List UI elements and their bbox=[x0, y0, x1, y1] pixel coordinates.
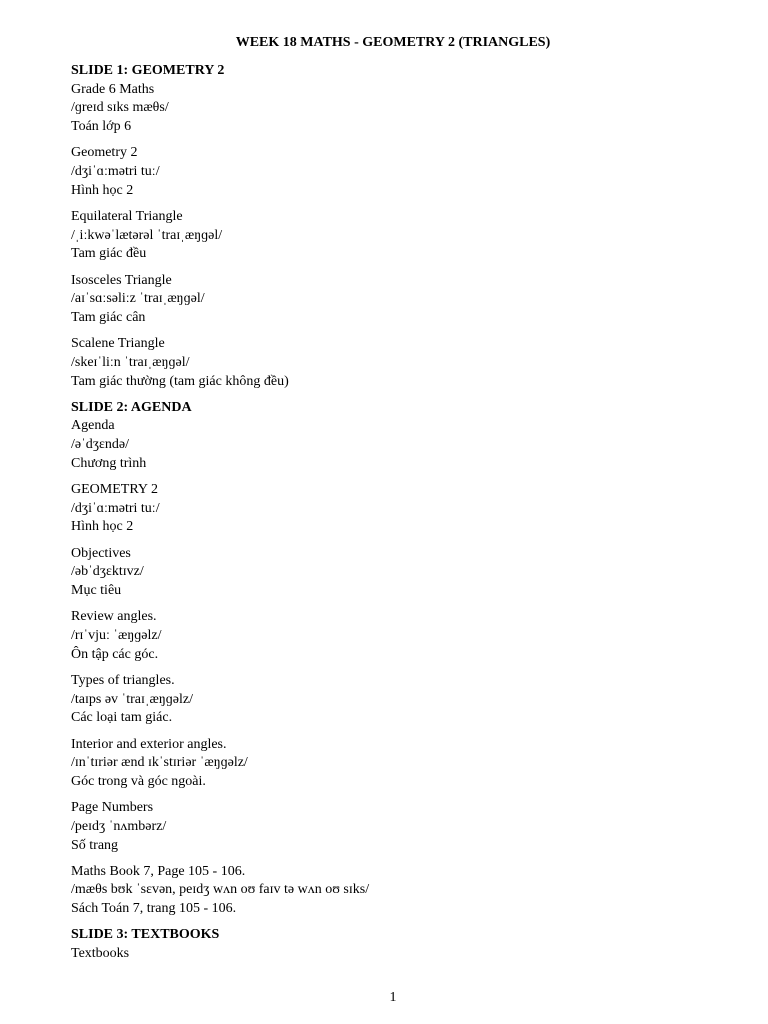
entry-translation: Tam giác thường (tam giác không đều) bbox=[71, 373, 289, 389]
entry-translation: Mục tiêu bbox=[71, 583, 122, 599]
entry-pronunciation: /aɪˈsɑːsəliːz ˈtraɪˌæŋɡəl/ bbox=[71, 291, 205, 307]
vocab-entry bbox=[71, 863, 711, 919]
entry-translation: Số trang bbox=[71, 837, 119, 853]
vocab-entry bbox=[71, 672, 711, 728]
entry-translation: Tam giác đều bbox=[71, 246, 147, 262]
vocab-entry bbox=[71, 144, 711, 200]
entry-pronunciation: /əbˈdʒɛktɪvz/ bbox=[71, 564, 144, 580]
slide-heading: SLIDE 2: AGENDA bbox=[71, 399, 192, 415]
entry-term: Review angles. bbox=[71, 609, 157, 625]
slide-section-2 bbox=[71, 399, 711, 919]
entry-translation: Hình học 2 bbox=[71, 519, 134, 535]
document-title: WEEK 18 MATHS - GEOMETRY 2 (TRIANGLES) bbox=[235, 35, 551, 50]
vocab-entry bbox=[71, 417, 711, 473]
entry-translation: Tam giác cân bbox=[71, 309, 146, 325]
entry-term: Objectives bbox=[71, 545, 131, 561]
vocab-entry bbox=[71, 736, 711, 792]
entry-term: Textbooks bbox=[71, 946, 130, 962]
entry-term: Grade 6 Maths bbox=[71, 81, 155, 97]
entry-term: Isosceles Triangle bbox=[71, 272, 172, 288]
slide-section-1 bbox=[71, 62, 711, 391]
entry-term: Equilateral Triangle bbox=[71, 208, 183, 224]
entry-pronunciation: /taɪps əv ˈtraɪˌæŋɡəlz/ bbox=[71, 691, 193, 707]
entry-translation: Ôn tập các góc. bbox=[71, 646, 159, 662]
entry-term: Maths Book 7, Page 105 - 106. bbox=[71, 863, 246, 879]
entry-term: Scalene Triangle bbox=[71, 336, 165, 352]
entry-pronunciation: /dʒiˈɑːmətri tuː/ bbox=[71, 500, 160, 516]
entry-pronunciation: /ɪnˈtɪriər ænd ɪkˈstɪriər ˈæŋɡəlz/ bbox=[71, 755, 248, 771]
vocab-entry bbox=[71, 272, 711, 328]
vocab-entry bbox=[71, 799, 711, 855]
entry-pronunciation: /peɪdʒ ˈnʌmbərz/ bbox=[71, 818, 167, 834]
entry-pronunciation: /rɪˈvjuː ˈæŋɡəlz/ bbox=[71, 627, 162, 643]
page-number: 1 bbox=[389, 990, 397, 1005]
entry-term: Interior and exterior angles. bbox=[71, 736, 227, 752]
document-body bbox=[71, 62, 711, 971]
slide-heading: SLIDE 1: GEOMETRY 2 bbox=[71, 63, 225, 78]
entry-translation: Góc trong và góc ngoài. bbox=[71, 773, 206, 789]
vocab-entry bbox=[71, 81, 711, 137]
vocab-entry bbox=[71, 208, 711, 264]
entry-pronunciation: /ɡreɪd sɪks mæθs/ bbox=[71, 100, 169, 116]
entry-pronunciation: /ˌiːkwəˈlætərəl ˈtraɪˌæŋɡəl/ bbox=[71, 227, 223, 243]
vocab-entry bbox=[71, 335, 711, 391]
entry-term: Types of triangles. bbox=[71, 672, 175, 688]
entry-translation: Toán lớp 6 bbox=[71, 119, 132, 135]
slide-heading: SLIDE 3: TEXTBOOKS bbox=[71, 927, 220, 943]
entry-pronunciation: /əˈdʒɛndə/ bbox=[71, 437, 129, 453]
entry-translation: Các loại tam giác. bbox=[71, 710, 173, 726]
entry-translation: Hình học 2 bbox=[71, 182, 134, 198]
entry-term: Geometry 2 bbox=[71, 145, 138, 161]
vocab-entry bbox=[71, 545, 711, 601]
entry-term: Page Numbers bbox=[71, 800, 154, 816]
slide-section-3 bbox=[71, 926, 711, 963]
entry-term: GEOMETRY 2 bbox=[71, 482, 158, 498]
entry-translation: Sách Toán 7, trang 105 - 106. bbox=[71, 901, 237, 917]
entry-translation: Chương trình bbox=[71, 455, 147, 471]
vocab-entry bbox=[71, 481, 711, 537]
entry-term: Agenda bbox=[71, 418, 115, 434]
vocab-entry bbox=[71, 945, 711, 964]
entry-pronunciation: /skeɪˈliːn ˈtraɪˌæŋɡəl/ bbox=[71, 354, 190, 370]
vocab-entry bbox=[71, 608, 711, 664]
entry-pronunciation: /dʒiˈɑːmətri tuː/ bbox=[71, 164, 160, 180]
entry-pronunciation: /mæθs bʊk ˈsɛvən, peɪdʒ wʌn oʊ faɪv tə wʌn oʊ sɪks/ bbox=[71, 882, 370, 898]
